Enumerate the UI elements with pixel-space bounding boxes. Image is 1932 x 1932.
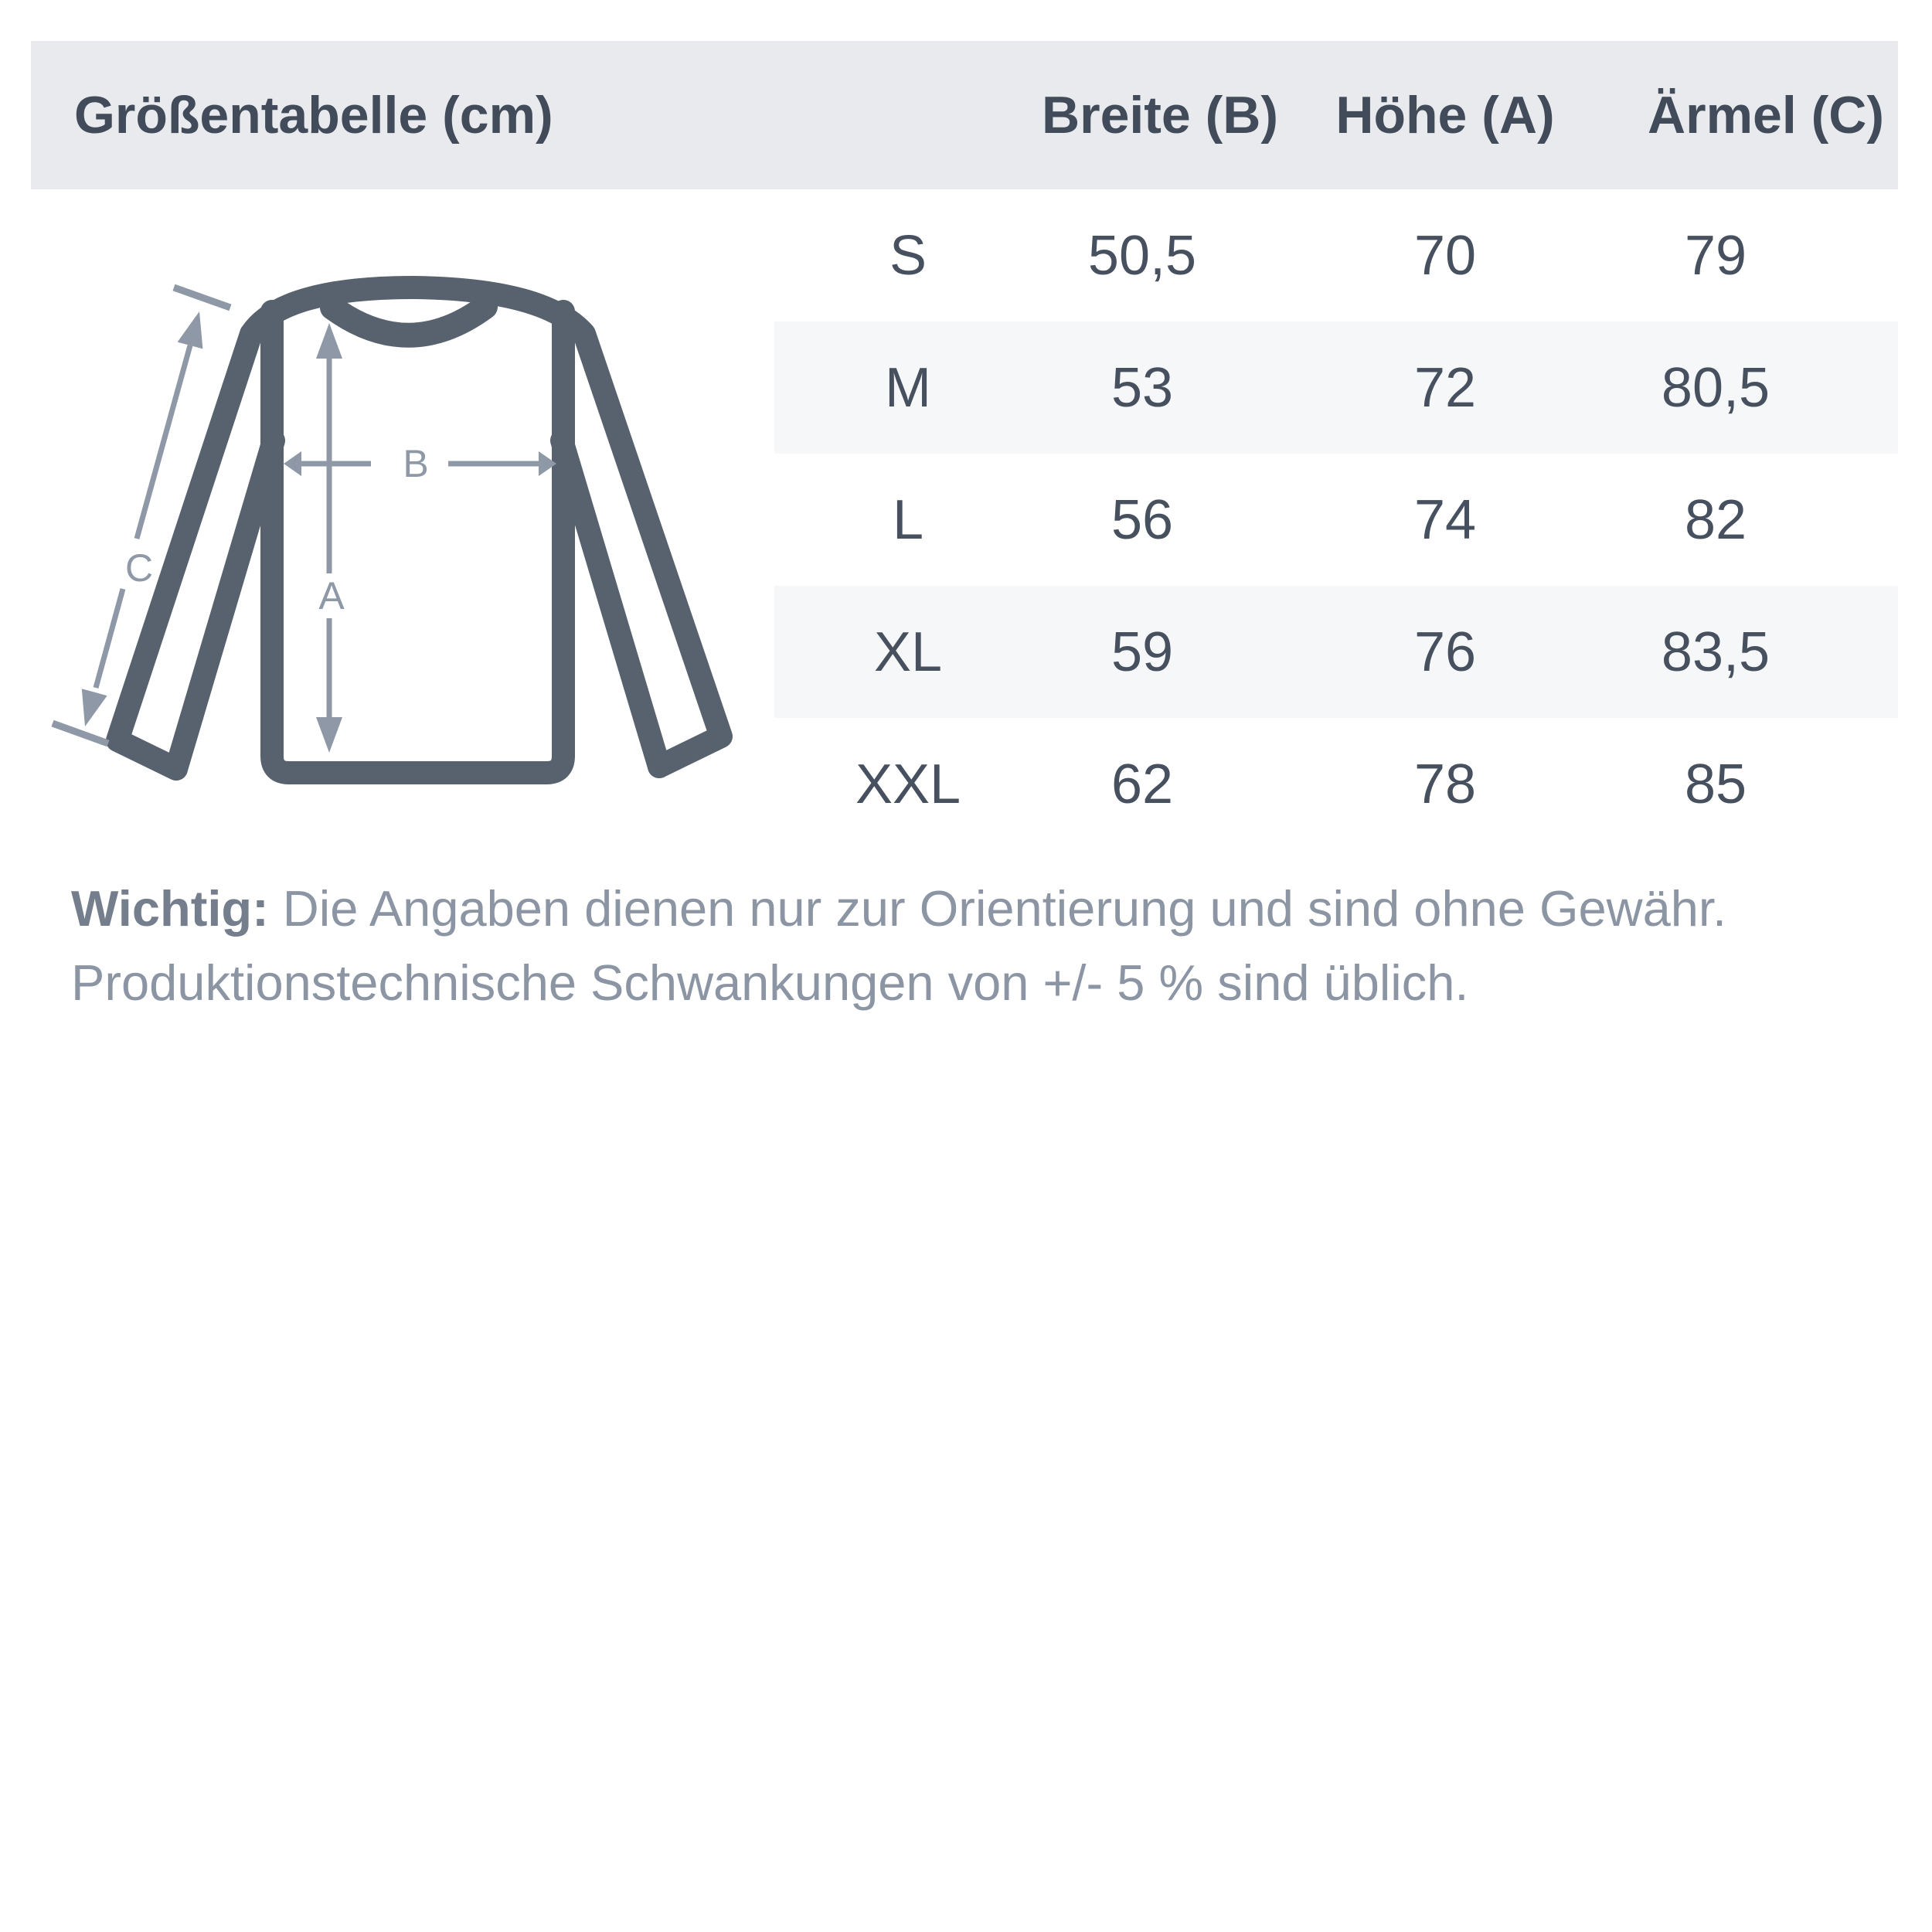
cell-hoehe: 70 bbox=[1413, 224, 1477, 287]
cell-size: XXL bbox=[855, 753, 961, 815]
cell-aermel: 79 bbox=[1684, 224, 1747, 287]
sweater-outline-icon bbox=[117, 287, 721, 773]
cell-hoehe: 72 bbox=[1413, 356, 1477, 419]
table-row-xxl bbox=[774, 718, 1898, 850]
column-header-aermel: Ärmel (C) bbox=[1648, 86, 1885, 145]
cell-size: M bbox=[885, 356, 931, 419]
cell-hoehe: 76 bbox=[1413, 621, 1477, 683]
label-b: B bbox=[403, 442, 429, 485]
cell-aermel: 82 bbox=[1684, 488, 1747, 551]
disclaimer-note bbox=[71, 872, 1895, 1020]
dimension-arrow-b bbox=[284, 442, 556, 485]
cell-size: XL bbox=[873, 621, 943, 683]
disclaimer-line-2: Produktionstechnische Schwankungen von +/- 5 % sind üblich. bbox=[71, 954, 1469, 1011]
cell-size: L bbox=[892, 488, 924, 551]
cell-aermel: 85 bbox=[1684, 753, 1747, 815]
table-header-bar bbox=[31, 41, 1898, 189]
cell-breite: 59 bbox=[1111, 621, 1174, 683]
cell-aermel: 83,5 bbox=[1661, 621, 1770, 683]
cell-aermel: 80,5 bbox=[1661, 356, 1770, 419]
table-row-m bbox=[774, 321, 1898, 454]
cell-size: S bbox=[889, 224, 927, 287]
disclaimer-line-1-text: Die Angaben dienen nur zur Orientierung und sind ohne Gewähr. bbox=[268, 880, 1727, 937]
column-header-hoehe: Höhe (A) bbox=[1335, 86, 1555, 145]
cell-hoehe: 74 bbox=[1413, 488, 1477, 551]
cell-breite: 56 bbox=[1111, 488, 1174, 551]
disclaimer-wichtig-label: Wichtig: bbox=[71, 880, 269, 937]
cell-breite: 62 bbox=[1111, 753, 1174, 815]
column-header-breite: Breite (B) bbox=[1042, 86, 1279, 145]
table-row-xl bbox=[774, 586, 1898, 718]
cell-hoehe: 78 bbox=[1413, 753, 1477, 815]
cell-breite: 50,5 bbox=[1087, 224, 1197, 287]
size-table bbox=[774, 189, 1898, 850]
cell-breite: 53 bbox=[1111, 356, 1174, 419]
dimension-arrow-a bbox=[316, 323, 345, 753]
sweater-measurement-diagram bbox=[31, 263, 757, 835]
page-title: Größentabelle (cm) bbox=[74, 86, 553, 145]
table-row-s bbox=[774, 189, 1898, 321]
disclaimer-line-1 bbox=[71, 872, 1895, 946]
label-a: A bbox=[318, 574, 345, 617]
label-c: C bbox=[124, 546, 154, 590]
table-row-l bbox=[774, 454, 1898, 586]
